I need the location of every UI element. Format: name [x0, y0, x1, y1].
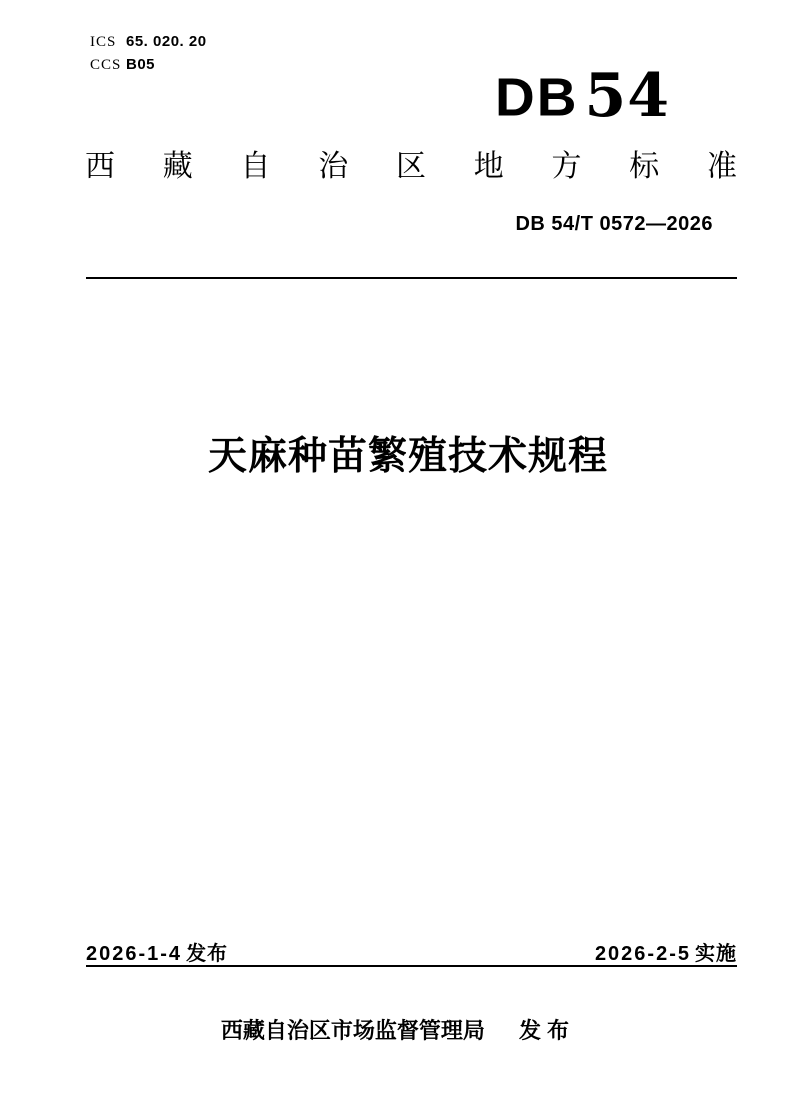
- publisher-name: 西藏自治区市场监督管理局: [220, 1018, 485, 1043]
- standard-number: DB 54/T 0572—2026: [515, 213, 713, 235]
- ics-value: 65. 020. 20: [126, 33, 207, 50]
- implement-label: 实施: [695, 943, 737, 965]
- publish-label: 发 布: [518, 1018, 570, 1043]
- ics-label: ICS: [90, 34, 117, 50]
- classification-codes: [90, 33, 207, 79]
- publisher-row: [0, 1014, 790, 1045]
- ics-row: [90, 33, 207, 51]
- document-title: 天麻种苗繁殖技术规程: [207, 435, 608, 478]
- ccs-value: B05: [126, 56, 156, 73]
- logo-region-code: 54: [584, 61, 670, 131]
- logo-db-text: DB: [495, 66, 579, 128]
- issue-date: 2026-1-4: [86, 943, 183, 965]
- ccs-label: CCS: [90, 57, 122, 73]
- implement-date-item: [595, 937, 737, 966]
- footer-rule: [86, 965, 737, 967]
- dates-row: [86, 937, 737, 966]
- header-rule: [86, 277, 737, 279]
- ccs-row: [90, 56, 207, 74]
- issue-label: 发布: [186, 943, 229, 965]
- implement-date: 2026-2-5: [594, 943, 691, 965]
- db54-logo: [495, 61, 670, 131]
- standard-type-heading: 西 藏 自 治 区 地 方 标 准: [85, 150, 737, 183]
- issue-date-item: [86, 937, 228, 966]
